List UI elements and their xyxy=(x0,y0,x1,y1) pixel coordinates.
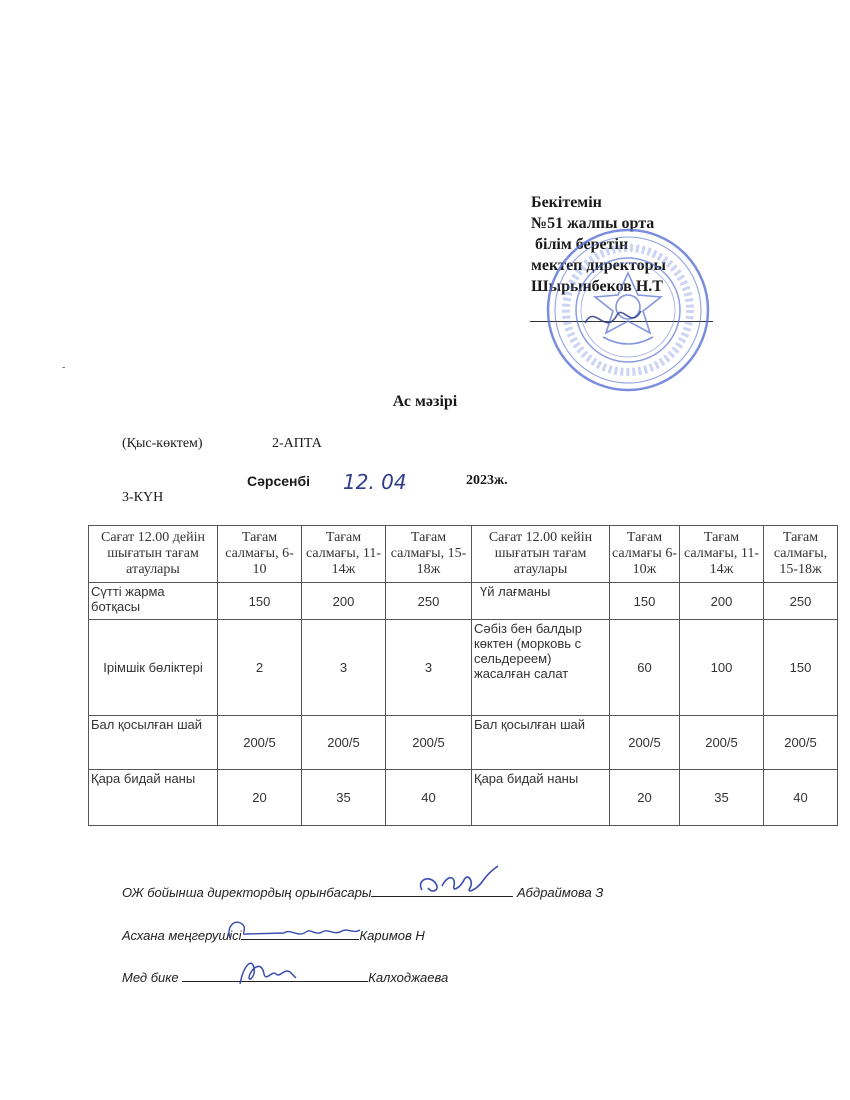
weight-cell: 20 xyxy=(610,770,680,826)
header-cell: Тағам салмағы, 11-14ж xyxy=(680,526,764,583)
deputy-handwritten-signature-icon xyxy=(412,862,502,902)
table-header-row xyxy=(89,526,838,583)
weight-cell: 200/5 xyxy=(218,716,302,770)
canteen-name: Каримов Н xyxy=(359,928,425,943)
weight-cell: 150 xyxy=(610,583,680,620)
weight-cell: 35 xyxy=(680,770,764,826)
weight-cell: 250 xyxy=(386,583,472,620)
handwritten-date: 12. 04 xyxy=(343,470,407,494)
weight-cell: 200 xyxy=(680,583,764,620)
day-name: Сәрсенбі xyxy=(247,473,311,489)
nurse-handwritten-signature-icon xyxy=(232,954,302,990)
weight-cell: 200 xyxy=(302,583,386,620)
page-title: Ас мәзірі xyxy=(392,393,458,410)
nurse-name: Калходжаева xyxy=(368,970,449,985)
weight-cell: 200/5 xyxy=(302,716,386,770)
weight-cell: 40 xyxy=(764,770,838,826)
weight-cell: 150 xyxy=(764,620,838,716)
weight-cell: 250 xyxy=(764,583,838,620)
weight-cell: 150 xyxy=(218,583,302,620)
header-cell: Тағам салмағы, 6-10 xyxy=(218,526,302,583)
approval-line-3: білім беретін xyxy=(535,236,629,253)
weight-cell: 3 xyxy=(302,620,386,716)
dish-before-cell: Бал қосылған шай xyxy=(89,716,218,770)
header-cell: Сағат 12.00 кейін шығатын тағам атаулары xyxy=(472,526,610,583)
header-cell: Тағам салмағы 6-10ж xyxy=(610,526,680,583)
week-label: 2-АПТА xyxy=(272,436,322,451)
dish-after-cell: Үй лағманы xyxy=(472,583,610,620)
weight-cell: 200/5 xyxy=(610,716,680,770)
day-number: 3-КҮН xyxy=(122,490,164,505)
weight-cell: 200/5 xyxy=(680,716,764,770)
year-label: 2023ж. xyxy=(466,473,508,488)
season-label: (Қыс-көктем) xyxy=(122,436,203,451)
deputy-name: Абдраймова З xyxy=(517,885,604,900)
dish-after-cell: Сәбіз бен балдыр көктен (морковь с сельдереем) жасалған салат xyxy=(472,620,610,716)
deputy-signature-row xyxy=(122,884,603,900)
weight-cell: 200/5 xyxy=(386,716,472,770)
table-row xyxy=(89,583,838,620)
dish-before-cell: Сүтті жарма ботқасы xyxy=(89,583,218,620)
approval-line-5: Шырынбеков Н.Т xyxy=(531,278,663,295)
scan-speck: - xyxy=(62,362,66,373)
canteen-handwritten-signature-icon xyxy=(224,912,374,942)
header-cell: Сағат 12.00 дейін шығатын тағам атаулары xyxy=(89,526,218,583)
header-cell: Тағам салмағы, 15-18ж xyxy=(386,526,472,583)
weight-cell: 35 xyxy=(302,770,386,826)
weight-cell: 100 xyxy=(680,620,764,716)
header-cell: Тағам салмағы, 11-14ж xyxy=(302,526,386,583)
table-row xyxy=(89,770,838,826)
approval-line-1: Бекітемін xyxy=(531,194,602,211)
dish-before-cell: Қара бидай наны xyxy=(89,770,218,826)
dish-before-cell: Ірімшік бөліктері xyxy=(89,620,218,716)
weight-cell: 20 xyxy=(218,770,302,826)
approval-line-2: №51 жалпы орта xyxy=(531,215,655,232)
weight-cell: 200/5 xyxy=(764,716,838,770)
school-stamp-icon xyxy=(543,225,713,395)
canteen-label: Асхана меңгерушісі xyxy=(122,928,242,943)
nurse-label: Мед бике xyxy=(122,970,179,985)
table-row xyxy=(89,620,838,716)
dish-after-cell: Бал қосылған шай xyxy=(472,716,610,770)
approval-line-4: мектеп директоры xyxy=(531,257,666,274)
header-cell: Тағам салмағы, 15-18ж xyxy=(764,526,838,583)
weight-cell: 60 xyxy=(610,620,680,716)
table-row xyxy=(89,716,838,770)
menu-table xyxy=(88,525,838,826)
weight-cell: 3 xyxy=(386,620,472,716)
weight-cell: 2 xyxy=(218,620,302,716)
dish-after-cell: Қара бидай наны xyxy=(472,770,610,826)
deputy-label: ОЖ бойынша директордың орынбасары xyxy=(122,885,372,900)
weight-cell: 40 xyxy=(386,770,472,826)
